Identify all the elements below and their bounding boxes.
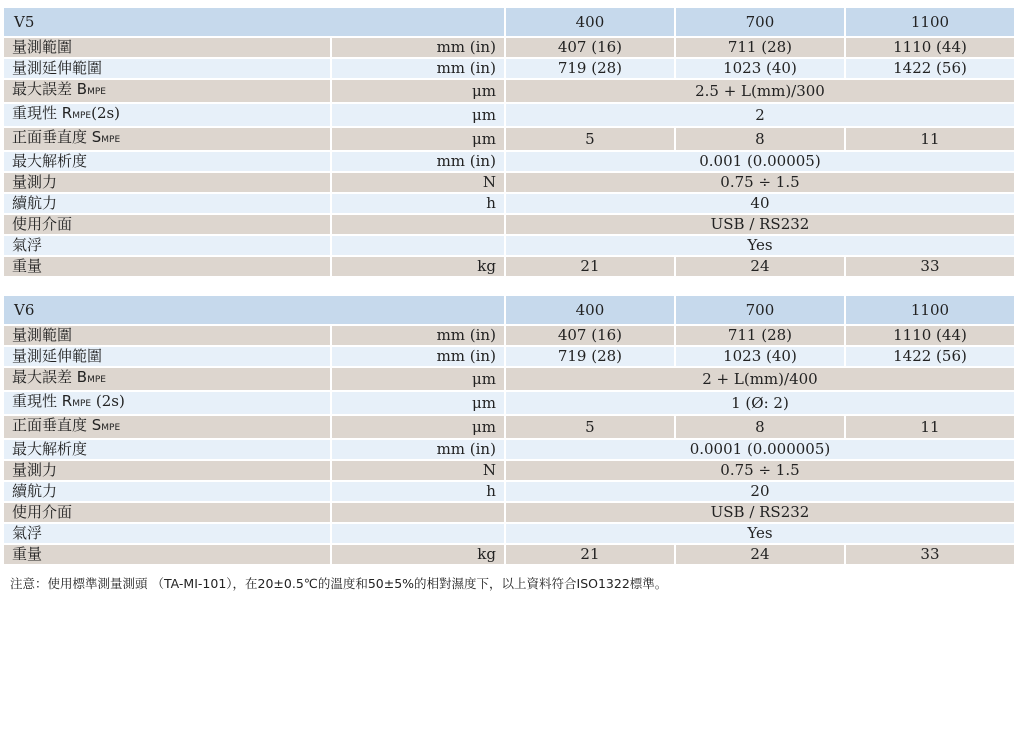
row-label-text: 量測延伸範圍 bbox=[12, 347, 103, 365]
spec-tables bbox=[0, 6, 1017, 566]
row-unit: μm bbox=[332, 368, 504, 390]
row-value: 711 (28) bbox=[676, 38, 844, 57]
table-row bbox=[4, 38, 1014, 57]
row-value: 719 (28) bbox=[506, 347, 674, 366]
table-header-row bbox=[4, 8, 1014, 36]
row-unit: mm (in) bbox=[332, 59, 504, 78]
row-value: 719 (28) bbox=[506, 59, 674, 78]
row-label bbox=[4, 128, 330, 150]
row-label bbox=[4, 440, 330, 459]
row-label bbox=[4, 152, 330, 171]
row-value: 21 bbox=[506, 545, 674, 564]
row-label-text: 重量 bbox=[12, 257, 43, 275]
table-row bbox=[4, 194, 1014, 213]
row-unit: mm (in) bbox=[332, 38, 504, 57]
column-header: 700 bbox=[676, 296, 844, 324]
row-value: 20 bbox=[506, 482, 1014, 501]
row-value: 5 bbox=[506, 416, 674, 438]
row-value: 1 (Ø: 2) bbox=[506, 392, 1014, 414]
row-label bbox=[4, 257, 330, 276]
row-label-text: 續航力 bbox=[12, 482, 58, 500]
row-label-text: 氣浮 bbox=[12, 524, 43, 542]
table-row bbox=[4, 503, 1014, 522]
table-row bbox=[4, 368, 1014, 390]
row-label bbox=[4, 392, 330, 414]
row-unit: μm bbox=[332, 128, 504, 150]
row-unit: h bbox=[332, 482, 504, 501]
row-value: 1023 (40) bbox=[676, 347, 844, 366]
row-unit: mm (in) bbox=[332, 152, 504, 171]
row-label bbox=[4, 236, 330, 255]
table-row bbox=[4, 236, 1014, 255]
spec-table-v6 bbox=[2, 294, 1016, 566]
table-row bbox=[4, 215, 1014, 234]
row-value: 2 bbox=[506, 104, 1014, 126]
table-row bbox=[4, 347, 1014, 366]
row-unit: μm bbox=[332, 80, 504, 102]
row-value: 1422 (56) bbox=[846, 59, 1014, 78]
row-label-suffix: (2s) bbox=[91, 104, 121, 122]
row-label bbox=[4, 482, 330, 501]
row-value: 1422 (56) bbox=[846, 347, 1014, 366]
row-label-text: 使用介面 bbox=[12, 503, 73, 521]
row-label-text: 正面垂直度 S bbox=[12, 416, 102, 434]
row-value: USB / RS232 bbox=[506, 503, 1014, 522]
model-name: V6 bbox=[4, 296, 504, 324]
row-value: 24 bbox=[676, 257, 844, 276]
row-value: 711 (28) bbox=[676, 326, 844, 345]
row-label-subscript: MPE bbox=[101, 423, 121, 433]
table-row bbox=[4, 104, 1014, 126]
row-unit bbox=[332, 236, 504, 255]
row-label bbox=[4, 368, 330, 390]
row-label-text: 量測力 bbox=[12, 173, 58, 191]
row-label-subscript: MPE bbox=[72, 111, 92, 121]
row-value: 5 bbox=[506, 128, 674, 150]
table-row bbox=[4, 80, 1014, 102]
row-label-subscript: MPE bbox=[87, 87, 106, 97]
row-unit: μm bbox=[332, 392, 504, 414]
row-value: 407 (16) bbox=[506, 326, 674, 345]
row-unit: N bbox=[332, 173, 504, 192]
row-value: 24 bbox=[676, 545, 844, 564]
column-header: 1100 bbox=[846, 296, 1014, 324]
row-label-text: 正面垂直度 S bbox=[12, 128, 102, 146]
row-label bbox=[4, 80, 330, 102]
row-label-text: 重現性 R bbox=[12, 392, 73, 410]
row-value: 33 bbox=[846, 257, 1014, 276]
table-row bbox=[4, 152, 1014, 171]
model-name: V5 bbox=[4, 8, 504, 36]
row-label-subscript: MPE bbox=[101, 135, 121, 145]
row-value: 8 bbox=[676, 128, 844, 150]
row-label bbox=[4, 347, 330, 366]
row-label bbox=[4, 461, 330, 480]
row-value: 11 bbox=[846, 128, 1014, 150]
row-label bbox=[4, 59, 330, 78]
table-row bbox=[4, 524, 1014, 543]
row-value: 1110 (44) bbox=[846, 38, 1014, 57]
table-row bbox=[4, 128, 1014, 150]
column-header: 1100 bbox=[846, 8, 1014, 36]
row-value: 2 + L(mm)/400 bbox=[506, 368, 1014, 390]
table-row bbox=[4, 482, 1014, 501]
row-value: 8 bbox=[676, 416, 844, 438]
table-row bbox=[4, 392, 1014, 414]
row-label bbox=[4, 326, 330, 345]
row-unit bbox=[332, 524, 504, 543]
row-label-subscript: MPE bbox=[87, 375, 106, 385]
row-value: 407 (16) bbox=[506, 38, 674, 57]
table-header-row bbox=[4, 296, 1014, 324]
row-label bbox=[4, 503, 330, 522]
row-unit: kg bbox=[332, 545, 504, 564]
spec-table-v5 bbox=[2, 6, 1016, 278]
row-label-suffix: (2s) bbox=[91, 392, 125, 410]
row-label-text: 量測範圍 bbox=[12, 38, 73, 56]
row-value: USB / RS232 bbox=[506, 215, 1014, 234]
row-unit bbox=[332, 503, 504, 522]
row-value: 21 bbox=[506, 257, 674, 276]
column-header: 400 bbox=[506, 296, 674, 324]
row-unit: μm bbox=[332, 416, 504, 438]
table-row bbox=[4, 461, 1014, 480]
row-value: 0.0001 (0.000005) bbox=[506, 440, 1014, 459]
row-label-text: 量測範圍 bbox=[12, 326, 73, 344]
row-unit: mm (in) bbox=[332, 440, 504, 459]
row-label bbox=[4, 215, 330, 234]
row-label bbox=[4, 173, 330, 192]
footnote: 注意：使用標準測量測頭 （TA-MI-101），在20±0.5℃的溫度和50±5%的相對濕度下，以上資料符合ISO1322標準。 bbox=[10, 576, 668, 591]
row-label bbox=[4, 524, 330, 543]
row-label bbox=[4, 194, 330, 213]
column-header: 400 bbox=[506, 8, 674, 36]
table-row bbox=[4, 440, 1014, 459]
row-unit: mm (in) bbox=[332, 347, 504, 366]
row-value: 2.5 + L(mm)/300 bbox=[506, 80, 1014, 102]
table-gap bbox=[0, 278, 1017, 294]
row-value: 0.75 ÷ 1.5 bbox=[506, 173, 1014, 192]
row-label-subscript: MPE bbox=[72, 399, 92, 409]
row-unit: μm bbox=[332, 104, 504, 126]
column-header: 700 bbox=[676, 8, 844, 36]
row-value: 33 bbox=[846, 545, 1014, 564]
row-label-text: 最大誤差 B bbox=[12, 368, 88, 386]
row-label-text: 量測延伸範圍 bbox=[12, 59, 103, 77]
row-label-text: 重量 bbox=[12, 545, 43, 563]
table-row bbox=[4, 545, 1014, 564]
row-value: 0.75 ÷ 1.5 bbox=[506, 461, 1014, 480]
row-label-text: 量測力 bbox=[12, 461, 58, 479]
table-row bbox=[4, 257, 1014, 276]
row-unit bbox=[332, 215, 504, 234]
row-value: Yes bbox=[506, 524, 1014, 543]
row-label bbox=[4, 545, 330, 564]
row-label-text: 最大解析度 bbox=[12, 440, 88, 458]
table-row bbox=[4, 326, 1014, 345]
row-label-text: 重現性 R bbox=[12, 104, 73, 122]
row-label bbox=[4, 38, 330, 57]
row-value: 0.001 (0.00005) bbox=[506, 152, 1014, 171]
row-label-text: 氣浮 bbox=[12, 236, 43, 254]
row-label bbox=[4, 104, 330, 126]
table-row bbox=[4, 173, 1014, 192]
row-value: Yes bbox=[506, 236, 1014, 255]
row-label-text: 最大解析度 bbox=[12, 152, 88, 170]
row-unit: kg bbox=[332, 257, 504, 276]
row-value: 40 bbox=[506, 194, 1014, 213]
row-unit: mm (in) bbox=[332, 326, 504, 345]
row-label-text: 續航力 bbox=[12, 194, 58, 212]
row-value: 11 bbox=[846, 416, 1014, 438]
row-unit: N bbox=[332, 461, 504, 480]
row-unit: h bbox=[332, 194, 504, 213]
table-row bbox=[4, 59, 1014, 78]
row-value: 1110 (44) bbox=[846, 326, 1014, 345]
row-label-text: 使用介面 bbox=[12, 215, 73, 233]
row-label-text: 最大誤差 B bbox=[12, 80, 88, 98]
row-label bbox=[4, 416, 330, 438]
row-value: 1023 (40) bbox=[676, 59, 844, 78]
table-row bbox=[4, 416, 1014, 438]
